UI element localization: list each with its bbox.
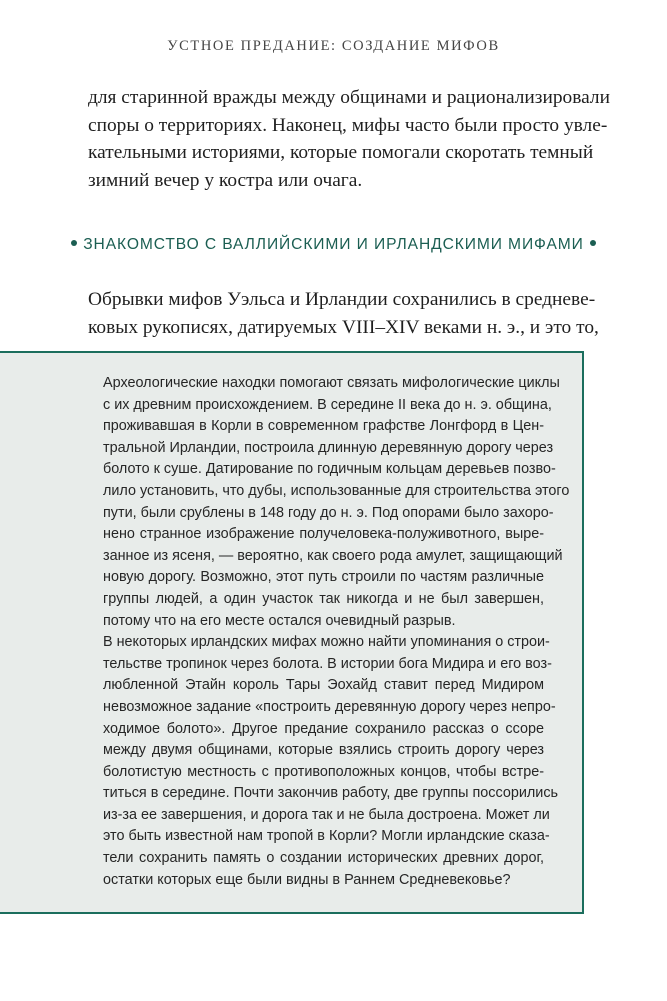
sidebar-line: тели сохранить память о создании исторических древних дорог, bbox=[103, 850, 544, 867]
sidebar-line: лило установить, что дубы, использованные для строительства этого bbox=[103, 482, 570, 499]
sidebar-line: это быть известной нам тропой в Корли? Могли ирландские сказа- bbox=[103, 828, 550, 845]
paragraph-line: Обрывки мифов Уэльса и Ирландии сохранились в средневе- bbox=[88, 289, 596, 310]
paragraph-line: кательными историями, которые помогали скоротать темный bbox=[88, 142, 594, 163]
sidebar-line: с их древним происхождением. В середине II века до н. э. община, bbox=[103, 396, 552, 413]
sidebar-line: В некоторых ирландских мифах можно найти упоминания о строи- bbox=[103, 634, 550, 651]
sidebar-line: группы людей, а один участок так никогда и не был завершен, bbox=[103, 590, 544, 607]
paragraph-line: для старинной вражды между общинами и рационализировали bbox=[88, 87, 610, 108]
paragraph-line: зимний вечер у костра или очага. bbox=[88, 169, 363, 191]
sidebar-line: болото к суше. Датирование по годичным кольцам деревьев позво- bbox=[103, 461, 556, 478]
paragraph-line: споры о территориях. Наконец, мифы часто были просто увле- bbox=[88, 114, 608, 136]
sidebar-line: занное из ясеня, — вероятно, как своего рода амулет, защищающий bbox=[103, 547, 563, 564]
sidebar-line: титься в середине. Почти закончив работу, две группы поссорились bbox=[103, 785, 559, 802]
sidebar-line: пути, были срублены в 148 году до н. э. Под опорами было захоро- bbox=[103, 504, 554, 521]
sidebar-text bbox=[103, 373, 570, 891]
sidebar-line: любленной Этайн король Тары Эохайд ставит перед Мидиром bbox=[103, 677, 544, 694]
sidebar-line: проживавшая в Корли в современном графстве Лонгфорд в Цен- bbox=[103, 418, 544, 435]
sidebar-line: невозможное задание «построить деревянную дорогу через непро- bbox=[103, 698, 556, 715]
section-heading bbox=[0, 236, 667, 254]
sidebar-line: болотистую местность с противоположных концов, чтобы встре- bbox=[103, 763, 544, 780]
paragraph-section bbox=[88, 286, 599, 341]
sidebar-line: новую дорогу. Возможно, этот путь строили по частям различные bbox=[103, 569, 544, 586]
bullet-icon bbox=[590, 240, 596, 246]
bullet-icon bbox=[71, 240, 77, 246]
sidebar-line: тельстве тропинок через болота. В истории бога Мидира и его воз- bbox=[103, 655, 552, 672]
paragraph-intro bbox=[88, 84, 610, 194]
sidebar-line: Археологические находки помогают связать мифологические циклы bbox=[103, 375, 560, 391]
sidebar-line: между двумя общинами, которые взялись строить дорогу через bbox=[103, 742, 544, 759]
sidebar-line: из-за ее завершения, и дорога так и не была достроена. Может ли bbox=[103, 806, 550, 823]
sidebar-line: тральной Ирландии, построила длинную деревянную дорогу через bbox=[103, 439, 554, 456]
running-head: УСТНОЕ ПРЕДАНИЕ: СОЗДАНИЕ МИФОВ bbox=[167, 38, 500, 54]
sidebar-line: ходимое болото». Другое предание сохранило рассказ о ссоре bbox=[103, 720, 544, 737]
sidebar-line: потому что на его месте остался очевидный разрыв. bbox=[103, 612, 456, 629]
sidebar-line: нено странное изображение получеловека-полуживотного, выре- bbox=[103, 526, 544, 543]
sidebar-line: остатки которых еще были видны в Раннем Средневековье? bbox=[103, 871, 511, 888]
section-heading-text: ЗНАКОМСТВО С ВАЛЛИЙСКИМИ И ИРЛАНДСКИМИ МИФАМИ bbox=[83, 236, 584, 253]
paragraph-line: ковых рукописях, датируемых VIII–XIV веками н. э., и это то, bbox=[88, 316, 599, 338]
